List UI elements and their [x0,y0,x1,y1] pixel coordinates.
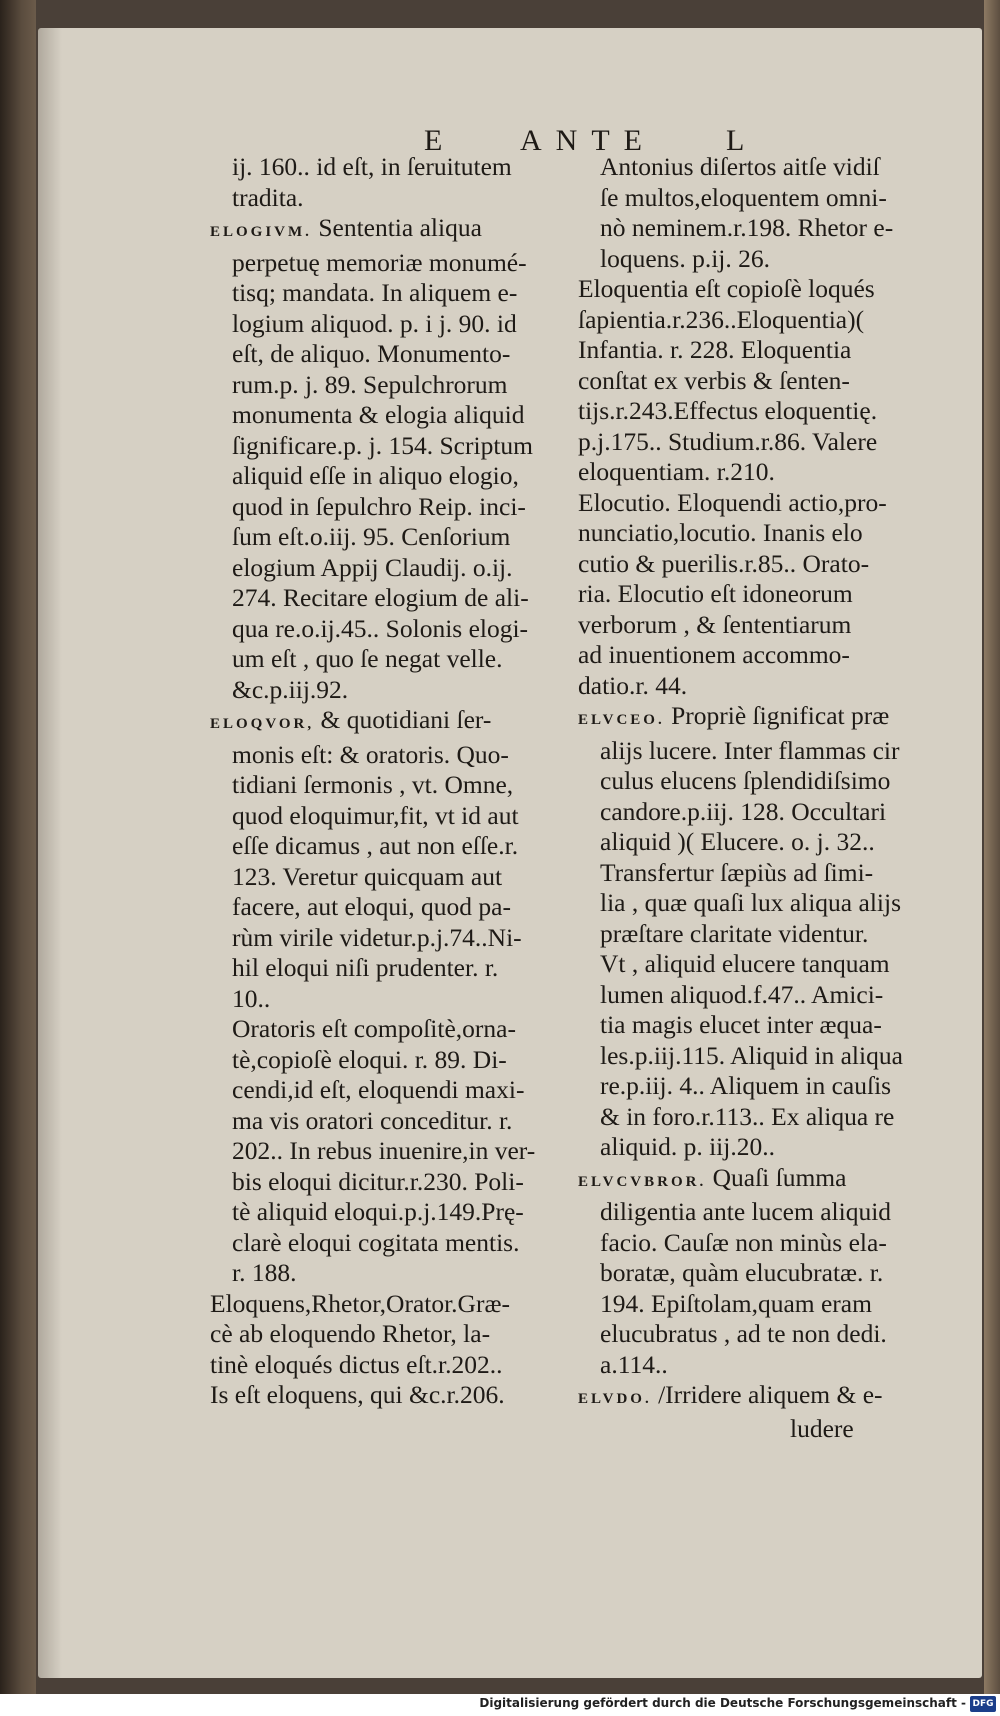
line-text: monumenta & elogia aliquid [232,400,525,429]
text-line [232,892,588,923]
text-line [210,1350,588,1381]
text-line [232,740,588,771]
line-text: 123. Veretur quicquam aut [232,861,503,891]
text-line [232,862,588,893]
line-text: hil eloqui niſi prudenter. r. [232,953,499,982]
right-column [578,152,964,1415]
line-text: /Irridere aliquem & e- [658,1380,883,1409]
line-text: Elocutio. Eloquendi actio,pro- [578,487,887,517]
line-text: Vt , aliquid elucere tanquam [600,949,890,978]
dictionary-entry [210,1289,588,1411]
line-text: qua re.o.ij.45.. Solonis elogi- [232,613,529,643]
line-text: Propriè ſignificat præ [671,701,890,730]
text-line [232,1106,588,1137]
line-text: p.j.175.. Studium.r.86. Valere [578,426,878,456]
line-text: facio. Cauſæ non minùs ela- [600,1227,887,1257]
line-text: loquens. p.ij. 26. [600,243,770,273]
line-text: re.p.iij. 4.. Aliquem in cauſis [600,1071,892,1100]
text-line [600,1319,964,1350]
line-text: tè,copioſè eloqui. r. 89. Di- [232,1044,507,1074]
text-line [600,1289,964,1320]
text-line [232,339,588,370]
line-text: 202.. In rebus inuenire,in ver- [232,1136,536,1165]
text-line [232,1136,588,1167]
text-line [600,1132,964,1163]
line-text: 10.. [232,983,271,1013]
text-line [232,1197,588,1228]
text-line [232,770,588,801]
text-line [600,1071,964,1102]
text-line [600,1197,964,1228]
line-text: tia magis elucet inter æqua- [600,1010,882,1039]
text-line [578,579,964,610]
line-text: verborum , & ſententiarum [578,609,852,639]
text-line [232,644,588,675]
line-text: datio.r. 44. [578,670,688,700]
text-line [578,1380,964,1415]
line-text: rum.p. j. 89. Sepulchrorum [232,369,508,399]
line-text: ria. Elocutio eſt idoneorum [578,579,853,608]
text-line [232,614,588,645]
footer-bar [0,1694,1000,1716]
text-line [600,1041,964,1072]
text-line [232,1228,588,1259]
entry-lemma: ELVCVBROR. [578,1173,707,1190]
text-line [600,949,964,980]
line-text: Eloquens,Rhetor,Orator.Græ- [210,1288,510,1318]
line-text: Is eſt eloquens, qui &c.r.206. [210,1380,505,1409]
line-text: Quaſi ſumma [712,1162,847,1192]
text-line [600,827,964,858]
line-text: nò neminem.r.198. Rhetor e- [600,213,894,242]
entry-continuation [232,1014,588,1289]
line-text: ſignificare.p. j. 154. Scriptum [232,430,533,460]
text-line [600,797,964,828]
line-text: perpetuę memoriæ monumé- [232,247,527,277]
text-line [232,461,588,492]
text-line [578,396,964,427]
line-text: facere, aut eloqui, quod pa- [232,892,511,921]
line-text: alijs lucere. Inter flammas cir [600,735,900,765]
line-text: aliquid. p. iij.20.. [600,1132,775,1161]
dictionary-entry [578,274,964,488]
line-text: ſum eſt.o.iij. 95. Cenſorium [232,522,511,551]
text-line [232,183,588,214]
text-line [600,1258,964,1289]
text-line [232,675,588,706]
text-line [578,366,964,397]
line-text: nunciatio,locutio. Inanis elo [578,518,863,547]
line-text: 274. Recitare elogium de ali- [232,583,529,612]
line-text: les.p.iij.115. Aliquid in aliqua [600,1040,903,1070]
line-text: boratæ, quàm elucubratæ. r. [600,1258,884,1287]
text-line [232,984,588,1015]
text-line [210,1380,588,1411]
line-text: ma vis oratori conceditur. r. [232,1105,513,1135]
dictionary-entry [210,213,588,705]
dfg-logo-icon: DFG [970,1696,996,1712]
text-line [232,522,588,553]
text-line [578,457,964,488]
text-line [232,431,588,462]
text-line [578,610,964,641]
dictionary-entry [578,1380,964,1415]
text-line [232,278,588,309]
line-text: &c.p.iij.92. [232,674,349,704]
text-line [210,213,588,248]
line-text: monis eſt: & oratoris. Quo- [232,739,509,769]
line-text: quod eloquimur,fit, vt id aut [232,800,519,830]
text-line [232,1045,588,1076]
text-line [232,953,588,984]
text-line [232,1014,588,1045]
line-text: eloquentiam. r.210. [578,457,775,486]
text-line [578,640,964,671]
text-line [232,1167,588,1198]
line-text: logium aliquod. p. i j. 90. id [232,308,517,338]
entry-lemma: ELOQVOR, [210,716,315,732]
line-text: cè ab eloquendo Rhetor, la- [210,1319,491,1348]
entry-lemma: ELVCEO. [578,712,665,728]
running-head-right: L [726,124,747,157]
line-text: Infantia. r. 228. Eloquentia [578,335,852,364]
line-text: tidiani ſermonis , vt. Omne, [232,770,514,799]
line-text: eſſe dicamus , aut non eſſe.r. [232,831,519,860]
text-line [210,1289,588,1320]
line-text: Sententia aliqua [318,213,482,242]
text-line [600,766,964,797]
text-line [578,335,964,366]
line-text: diligentia ante lucem aliquid [600,1197,892,1226]
text-line [600,1228,964,1259]
line-text: r. 188. [232,1258,297,1287]
catchword: ludere [790,1414,854,1443]
footer-credit: Digitalisierung gefördert durch die Deutsche Forschungsgemeinschaft - [479,1696,966,1710]
line-text: 194. Epiſtolam,quam eram [600,1288,872,1318]
text-line [210,705,588,740]
text-line [232,492,588,523]
line-text: a.114.. [600,1349,668,1379]
text-line [600,1010,964,1041]
line-text: eſt, de aliquo. Monumento- [232,339,511,368]
line-text: elogium Appij Claudij. o.ij. [232,552,513,582]
text-line [578,305,964,336]
text-line [232,583,588,614]
text-line [232,923,588,954]
dictionary-entry [578,488,964,702]
line-text: um eſt , quo ſe negat velle. [232,644,503,673]
text-line [600,152,964,183]
line-text: quod in ſepulchro Reip. inci- [232,491,526,521]
line-text: tè aliquid eloqui.p.j.149.Prę- [232,1197,524,1226]
text-line [210,1319,588,1350]
line-text: Antonius diſertos aitſe vidiſ [600,152,880,181]
text-line [232,831,588,862]
line-text: Oratoris eſt compoſitè,orna- [232,1014,516,1043]
text-line [232,248,588,279]
text-line [232,1258,588,1289]
line-text: & quotidiani ſer- [320,705,492,734]
text-line [578,701,964,736]
line-text: tinè eloqués dictus eſt.r.202.. [210,1349,503,1379]
book-fore-edge [984,0,1000,1716]
line-text: tisq; mandata. In aliquem e- [232,278,518,307]
text-line [600,888,964,919]
line-text: ſapientia.r.236..Eloquentia)( [578,304,865,334]
line-text: cutio & puerilis.r.85.. Orato- [578,548,870,578]
text-line [600,183,964,214]
text-line [232,400,588,431]
line-text: Transfertur ſæpiùs ad ſimi- [600,857,874,887]
line-text: ſe multos,eloquentem omni- [600,182,887,212]
text-line [578,274,964,305]
entry-continuation [600,152,964,274]
line-text: aliquid eſſe in aliquo elogio, [232,461,519,490]
text-line [578,1163,964,1198]
text-line [578,518,964,549]
line-text: Eloquentia eſt copioſè loqués [578,274,875,303]
left-column [210,152,588,1411]
text-line [578,427,964,458]
line-text: & in foro.r.113.. Ex aliqua re [600,1101,895,1131]
line-text: candore.p.iij. 128. Occultari [600,796,887,826]
book-binding-edge [0,0,36,1716]
line-text: conſtat ex verbis & ſenten- [578,365,850,395]
text-line [578,671,964,702]
text-line [600,980,964,1011]
dictionary-entry [578,701,964,1163]
line-text: rùm virile videtur.p.j.74..Ni- [232,922,522,952]
entry-lemma: ELVDO. [578,1391,652,1407]
dictionary-entry [578,1162,964,1381]
line-text: præſtare claritate videntur. [600,918,869,948]
running-head-left: E [424,124,445,157]
line-text: ad inuentionem accommo- [578,640,850,669]
line-text: culus elucens ſplendidiſsimo [600,766,891,795]
text-line [232,309,588,340]
text-line [600,244,964,275]
line-text: lia , quæ quaſi lux aliqua alijs [600,888,901,917]
text-line [232,1075,588,1106]
text-line [232,801,588,832]
line-text: cendi,id eſt, eloquendi maxi- [232,1075,525,1104]
entry-lemma: ELOGIVM. [210,224,312,240]
text-line [600,919,964,950]
line-text: tradita. [232,182,304,212]
entry-continuation [232,152,588,213]
line-text: elucubratus , ad te non dedi. [600,1319,887,1348]
text-line [600,736,964,767]
text-line [232,152,588,183]
text-line [232,370,588,401]
text-line [578,549,964,580]
dictionary-entry [210,705,588,1014]
text-line [600,1350,964,1381]
running-head-center: ANTE [520,124,656,157]
line-text: tijs.r.243.Effectus eloquentię. [578,396,878,425]
line-text: clarè eloqui cogitata mentis. [232,1227,520,1257]
text-line [578,488,964,519]
text-line [600,858,964,889]
line-text: lumen aliquod.f.47.. Amici- [600,979,884,1009]
text-line [600,1102,964,1133]
line-text: aliquid )( Elucere. o. j. 32.. [600,827,875,856]
text-line [600,213,964,244]
text-line [232,553,588,584]
line-text: ij. 160.. id eſt, in ſeruitutem [232,152,512,181]
line-text: bis eloqui dicitur.r.230. Poli- [232,1166,524,1196]
gutter-shadow [38,28,62,1678]
